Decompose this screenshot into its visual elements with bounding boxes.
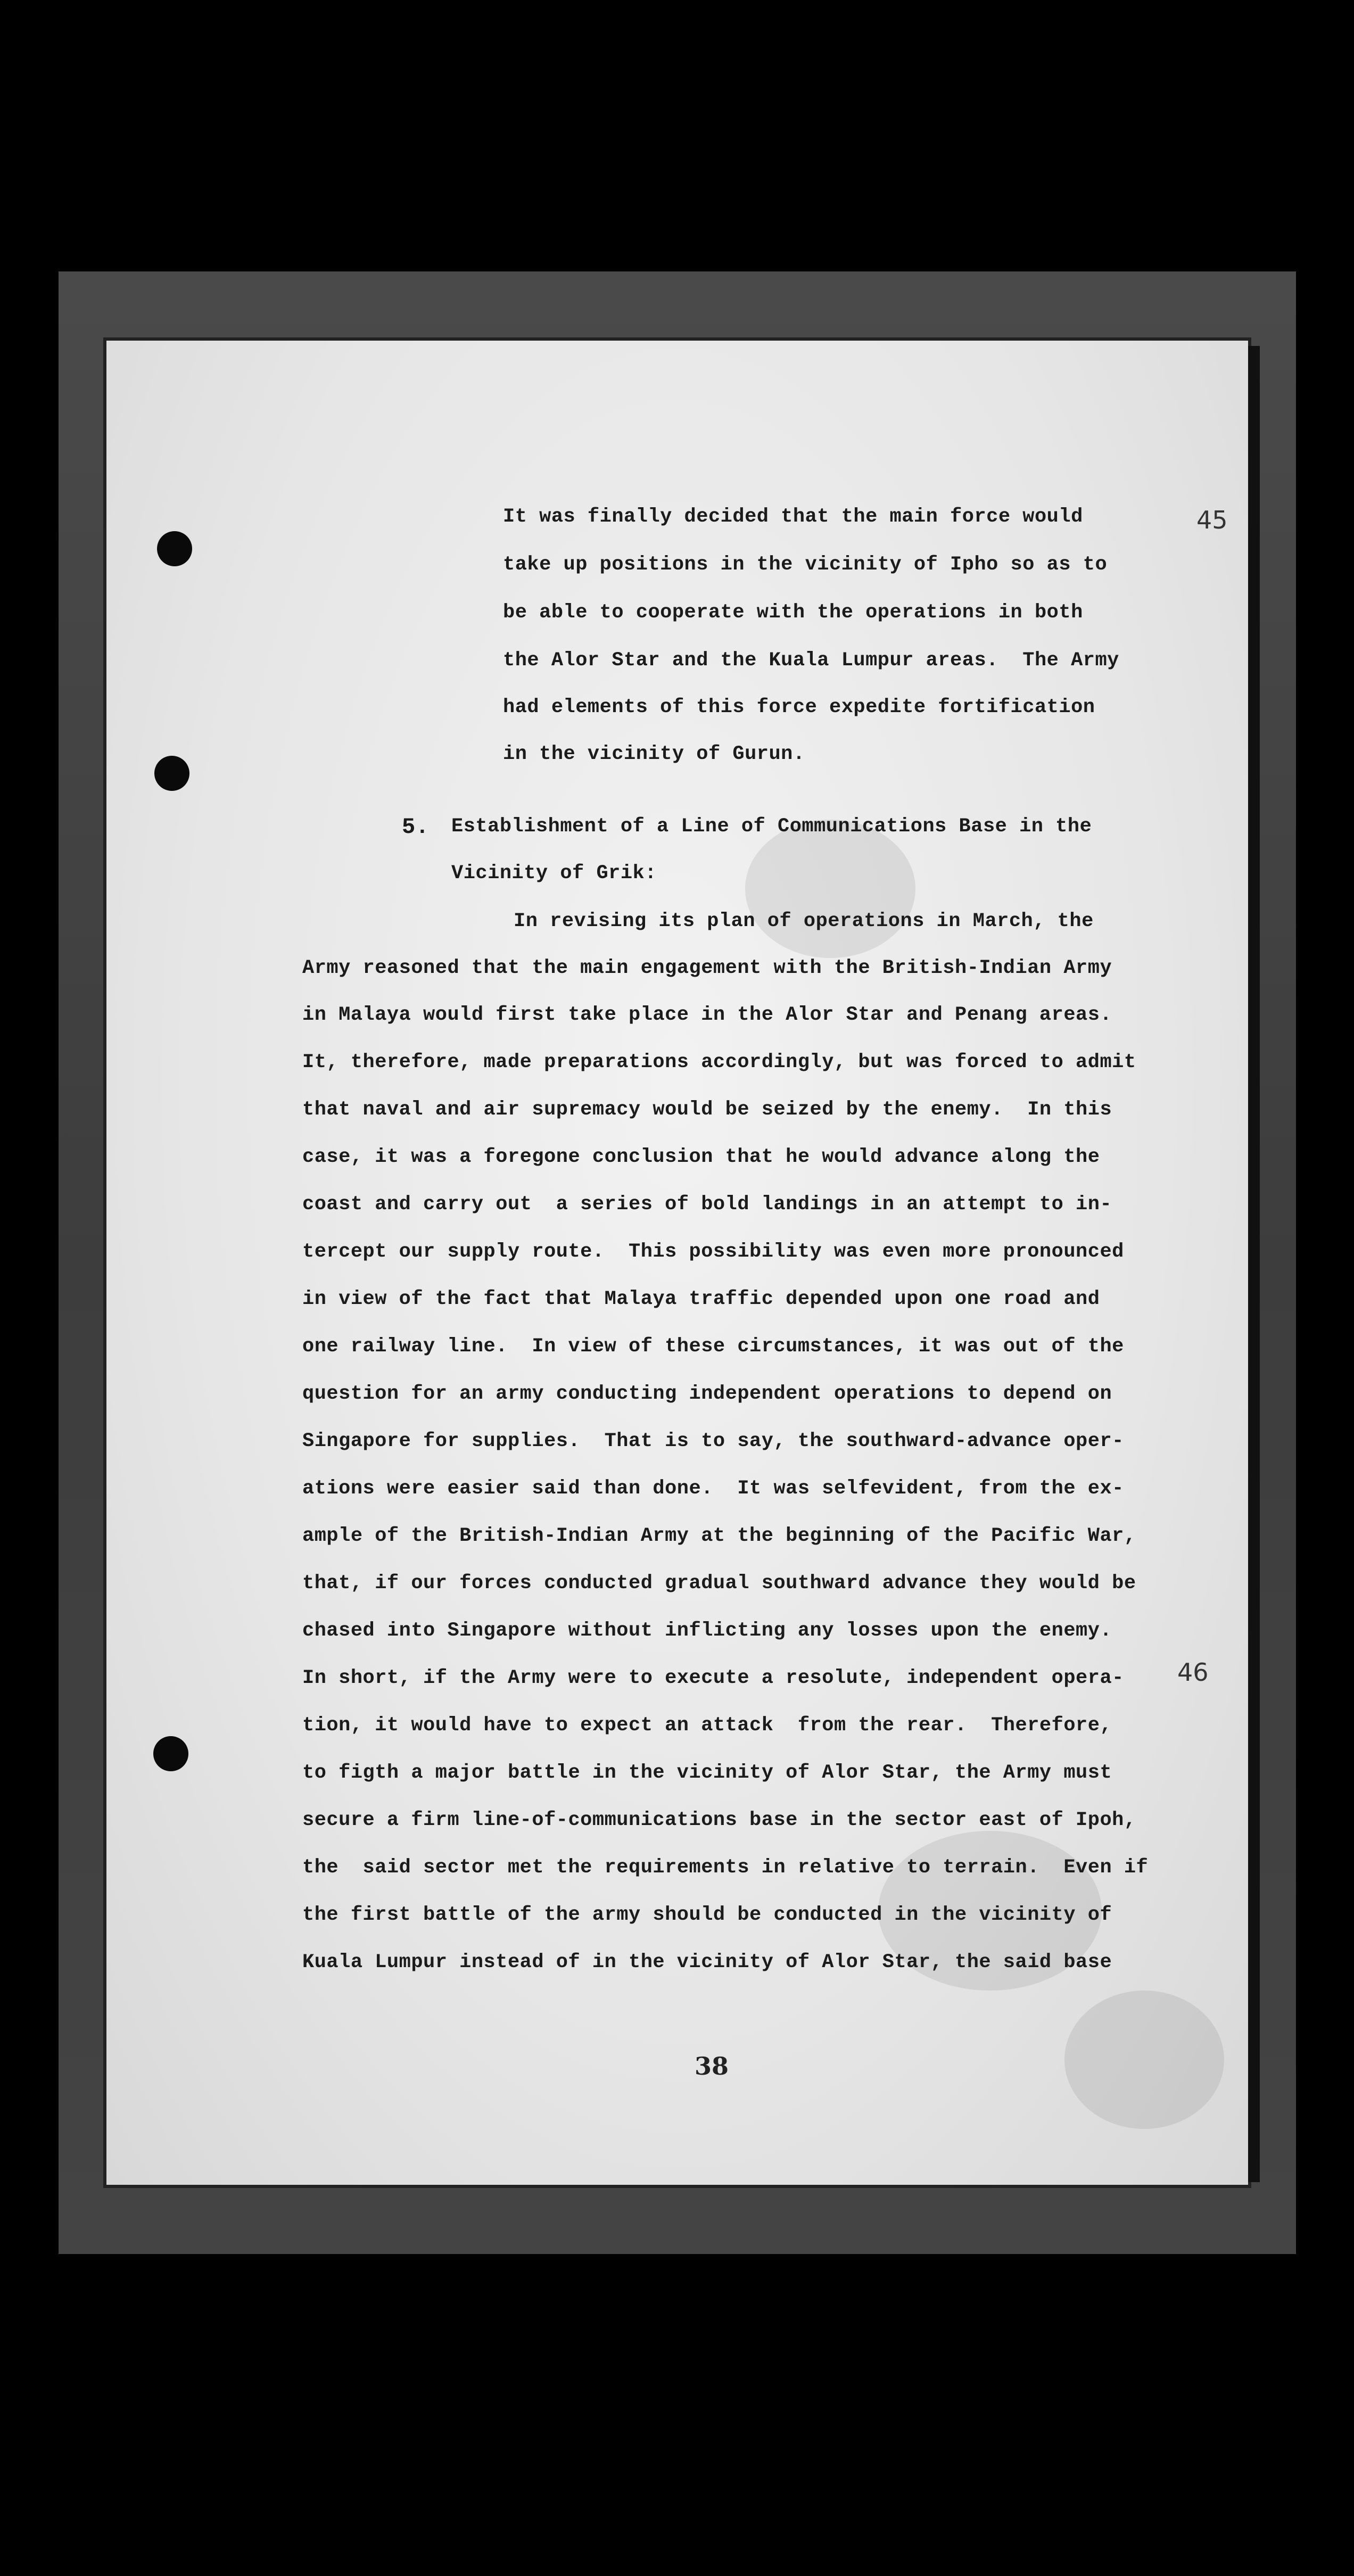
text-line: ample of the British-Indian Army at the beginning of the Pacific War, — [302, 1525, 1136, 1547]
section-heading-line: Establishment of a Line of Communications Base in the — [451, 815, 1092, 838]
margin-number-46: 46 — [1177, 1658, 1209, 1687]
paper-stain — [745, 820, 915, 958]
section-heading-line: Vicinity of Grik: — [451, 862, 657, 885]
text-line: take up positions in the vicinity of Ipho so as to — [503, 554, 1108, 576]
text-line: in the vicinity of Gurun. — [503, 743, 805, 765]
punch-hole-middle — [154, 756, 189, 791]
text-line: that naval and air supremacy would be seized by the enemy. In this — [302, 1099, 1112, 1121]
text-line: coast and carry out a series of bold landings in an attempt to in- — [302, 1193, 1112, 1216]
text-line: It was finally decided that the main force would — [503, 506, 1083, 528]
text-line: in Malaya would first take place in the Alor Star and Penang areas. — [302, 1004, 1112, 1026]
page-number: 38 — [695, 2052, 729, 2080]
text-line: Singapore for supplies. That is to say, the southward-advance oper- — [302, 1430, 1124, 1452]
text-line: ations were easier said than done. It was selfevident, from the ex- — [302, 1477, 1124, 1500]
text-line: the first battle of the army should be conducted in the vicinity of — [302, 1904, 1112, 1926]
text-line: case, it was a foregone conclusion that he would advance along the — [302, 1146, 1100, 1168]
text-line: that, if our forces conducted gradual southward advance they would be — [302, 1572, 1136, 1595]
text-line: the said sector met the requirements in relative to terrain. Even if — [302, 1856, 1149, 1879]
text-line: In short, if the Army were to execute a resolute, independent opera- — [302, 1667, 1124, 1689]
text-line: question for an army conducting independent operations to depend on — [302, 1383, 1112, 1405]
text-line: Kuala Lumpur instead of in the vicinity of Alor Star, the said base — [302, 1951, 1112, 1974]
punch-hole-bottom — [153, 1736, 188, 1771]
text-line: be able to cooperate with the operations in both — [503, 601, 1083, 624]
text-line: one railway line. In view of these circumstances, it was out of the — [302, 1335, 1124, 1358]
page-shadow-edge — [1248, 346, 1260, 2182]
text-line: In revising its plan of operations in March, the — [514, 910, 1094, 932]
paper-stain — [1064, 1991, 1224, 2129]
text-line: secure a firm line-of-communications base in the sector east of Ipoh, — [302, 1809, 1136, 1831]
text-line: Army reasoned that the main engagement with the British-Indian Army — [302, 957, 1112, 979]
text-line: in view of the fact that Malaya traffic depended upon one road and — [302, 1288, 1100, 1310]
text-line: the Alor Star and the Kuala Lumpur areas. The Army — [503, 649, 1119, 672]
punch-hole-top — [157, 531, 192, 566]
text-line: tion, it would have to expect an attack from the rear. Therefore, — [302, 1714, 1112, 1737]
text-line: to figth a major battle in the vicinity of Alor Star, the Army must — [302, 1762, 1112, 1784]
text-line: chased into Singapore without inflicting any losses upon the enemy. — [302, 1620, 1112, 1642]
margin-number-45: 45 — [1196, 506, 1228, 534]
text-line: had elements of this force expedite fortification — [503, 696, 1095, 719]
section-number: 5. — [402, 814, 430, 840]
text-line: It, therefore, made preparations accordingly, but was forced to admit — [302, 1051, 1136, 1074]
text-line: tercept our supply route. This possibility was even more pronounced — [302, 1241, 1124, 1263]
